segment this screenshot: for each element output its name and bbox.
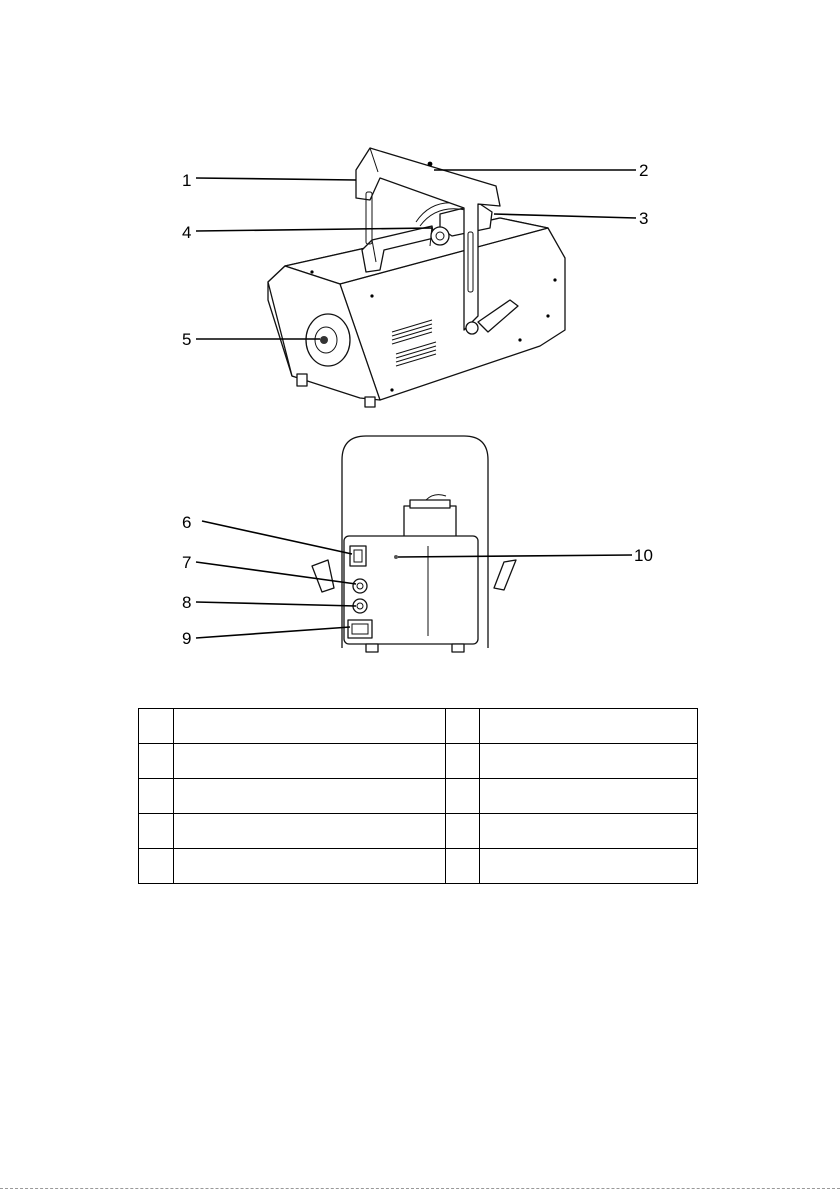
- part-description-cell: [173, 849, 445, 884]
- callout-10: 10: [634, 546, 653, 565]
- callout-1: 1: [182, 171, 192, 190]
- callout-6: 6: [182, 513, 192, 532]
- callout-8: 8: [182, 593, 192, 612]
- callout-9: 9: [182, 629, 192, 648]
- part-number-cell: [445, 709, 480, 744]
- part-number-cell: [445, 849, 480, 884]
- callout-4: 4: [182, 223, 192, 242]
- part-number-cell: [139, 744, 174, 779]
- part-description-cell: [480, 849, 698, 884]
- part-description-cell: [173, 779, 445, 814]
- table-row: [139, 779, 698, 814]
- part-number-cell: [445, 814, 480, 849]
- part-number-cell: [445, 744, 480, 779]
- part-number-cell: [445, 779, 480, 814]
- part-description-cell: [480, 709, 698, 744]
- callout-2: 2: [639, 161, 649, 180]
- part-description-cell: [173, 744, 445, 779]
- part-description-cell: [173, 709, 445, 744]
- part-number-cell: [139, 849, 174, 884]
- machine-perspective-view: [268, 148, 565, 407]
- part-number-cell: [139, 709, 174, 744]
- callout-5: 5: [182, 330, 192, 349]
- machine-rear-view: [312, 436, 516, 652]
- table-row: [139, 814, 698, 849]
- part-number-cell: [139, 779, 174, 814]
- callout-3: 3: [639, 209, 649, 228]
- table-row: [139, 849, 698, 884]
- part-number-cell: [139, 814, 174, 849]
- part-description-cell: [480, 814, 698, 849]
- part-description-cell: [480, 779, 698, 814]
- page-bottom-rule: [0, 1188, 840, 1189]
- table-row: [139, 709, 698, 744]
- parts-table: [138, 708, 698, 884]
- part-description-cell: [173, 814, 445, 849]
- part-description-cell: [480, 744, 698, 779]
- table-row: [139, 744, 698, 779]
- callout-7: 7: [182, 553, 192, 572]
